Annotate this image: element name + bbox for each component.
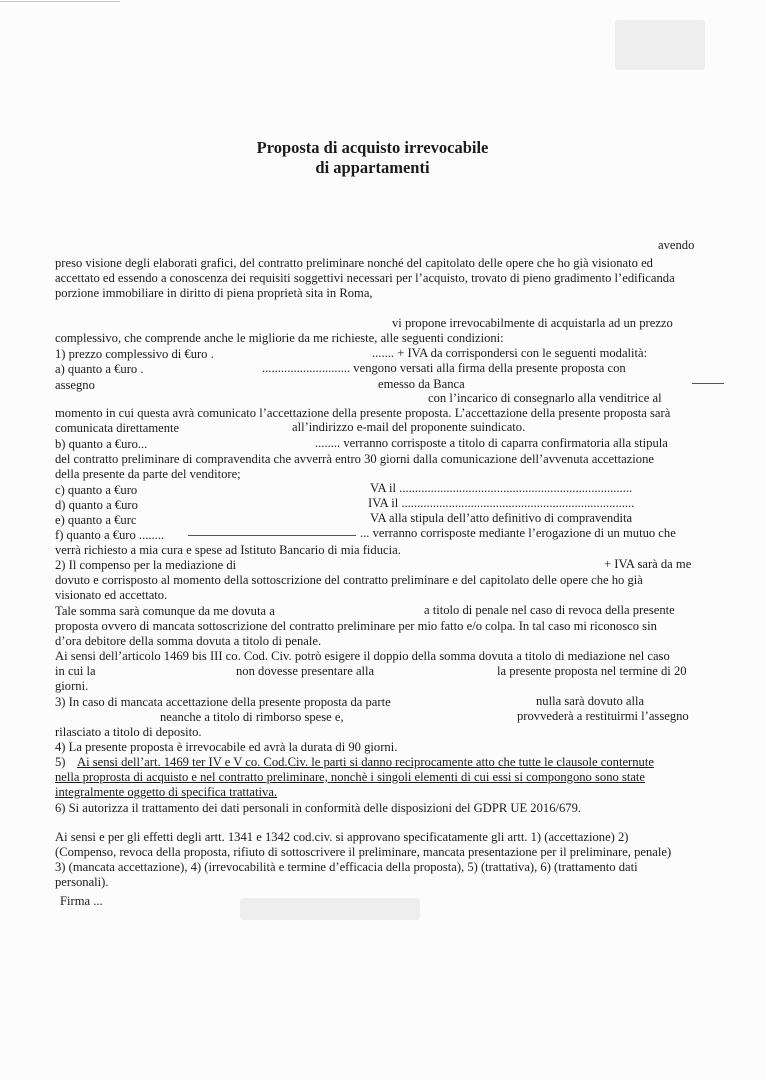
clause-3-label: 3) In caso di mancata accettazione della presente proposta da parte (55, 695, 391, 709)
clause-6-text: 6) Si autorizza il trattamento dei dati personali in conformità delle disposizioni del GDPR UE 2016/679. (55, 801, 582, 815)
paragraph-text: provvederà a restituirmi l’assegno (517, 709, 689, 723)
paragraph-text: la presente proposta nel termine di 20 (497, 664, 687, 678)
paragraph-text: all’indirizzo e-mail del proponente suindicato. (292, 420, 526, 434)
scan-artifact-line (0, 1, 120, 2)
paragraph-text: personali). (55, 875, 109, 889)
paragraph-text: con l’incarico di consegnarlo alla venditrice al (428, 391, 662, 405)
paragraph-text: comunicata direttamente (55, 421, 180, 435)
paragraph-text: emesso da Banca (378, 377, 465, 391)
signature-label: Firma ... (60, 894, 103, 908)
scan-smudge (240, 898, 420, 920)
clause-4-text: 4) La presente proposta è irrevocabile ed avrà la durata di 90 giorni. (55, 740, 398, 754)
clause-5-text: integralmente oggetto di specifica trattativa. (55, 785, 278, 799)
paragraph-text: del contratto preliminare di compravendita che avverrà entro 30 giorni dalla comunicazione dell’avvenuta accettazione (55, 452, 654, 466)
condition-e-label: e) quanto a €urc (55, 513, 137, 527)
paragraph-text: proposta ovvero di mancata sottoscrizione del contratto preliminare per mio fatto e/o colpa. In tal caso mi riconosco sin (55, 619, 657, 633)
clause-3-text: nulla sarà dovuto alla (536, 694, 645, 708)
paragraph-text: a titolo di penale nel caso di revoca della presente (424, 603, 675, 617)
clause-5-text: Ai sensi dell’art. 1469 ter IV e V co. Cod.Civ. le parti si danno reciprocamente atto che tutte le clausole conternute (77, 755, 654, 769)
scan-smudge (615, 20, 705, 70)
paragraph-text: avendo (658, 238, 695, 252)
paragraph-text: non dovesse presentare alla (236, 664, 375, 678)
condition-f-text: ... verranno corrisposte mediante l’erogazione di un mutuo che (360, 526, 676, 540)
clause-5-text: nella proprosta di acquisto e nel contratto preliminare, nonchè i singoli elementi di cui essi si compongono sono state (55, 770, 646, 784)
paragraph-text: accettato ed essendo a conoscenza dei requisiti soggettivi necessari per l’acquisto, trovato di pieno gradimento l’edificanda (55, 271, 675, 285)
blank-field-line (188, 535, 356, 536)
condition-1-text: ....... + IVA da corrispondersi con le seguenti modalità: (372, 346, 648, 360)
paragraph-text: rilasciato a titolo di deposito. (55, 725, 202, 739)
paragraph-text: della presente da parte del venditore; (55, 467, 241, 481)
condition-b-text: ........ verranno corrisposte a titolo di caparra confirmatoria alla stipula (315, 436, 668, 450)
paragraph-text: d’ora debitore della somma dovuta a titolo di penale. (55, 634, 322, 648)
condition-a-text: ............................ vengono versati alla firma della presente proposta con (262, 361, 626, 375)
condition-e-text: VA alla stipula dell’atto definitivo di compravendita (370, 511, 633, 525)
paragraph-text: giorni. (55, 679, 89, 693)
clause-2-text: + IVA sarà da me (604, 557, 692, 571)
paragraph-text: (Compenso, revoca della proposta, rifiuto di sottoscrivere il preliminare, mancata presentazione per il preliminare, penale) (55, 845, 672, 859)
paragraph-text: preso visione degli elaborati grafici, del contratto preliminare nonché del capitolato delle opere che ho già visionato ed (55, 256, 653, 270)
document-title-line-1: Proposta di acquisto irrevocabile (256, 138, 489, 157)
paragraph-text: Tale somma sarà comunque da me dovuta a (55, 604, 275, 618)
paragraph-text: in cui la (55, 664, 96, 678)
condition-b-label: b) quanto a €uro... (55, 437, 148, 451)
paragraph-text: momento in cui questa avrà comunicato l’accettazione della presente proposta. L’accettazione della presente proposta sarà (55, 406, 671, 420)
condition-d-text: IVA il .......................................................................... (368, 496, 635, 510)
condition-f-label: f) quanto a €uro ........ (55, 528, 165, 542)
paragraph-text: neanche a titolo di rimborso spese e, (160, 710, 344, 724)
paragraph-text: Ai sensi dell’articolo 1469 bis III co. Cod. Civ. potrò esigere il doppio della somma dovuta a titolo di mediazione nel caso (55, 649, 670, 663)
clause-2-label: 2) Il compenso per la mediazione di (55, 558, 237, 572)
condition-c-label: c) quanto a €uro (55, 483, 138, 497)
paragraph-text: assegno (55, 378, 95, 392)
condition-a-label: a) quanto a €uro . (55, 362, 144, 376)
condition-1-label: 1) prezzo complessivo di €uro . (55, 347, 214, 361)
blank-field-line (692, 383, 724, 384)
condition-c-text: VA il .......................................................................... (370, 481, 633, 495)
paragraph-text: dovuto e corrisposto al momento della sottoscrizione del contratto preliminare e del capitolato delle opere che ho già (55, 573, 643, 587)
document-title-line-2: di appartamenti (315, 158, 430, 177)
paragraph-text: verrà richiesto a mia cura e spese ad Istituto Bancario di mia fiducia. (55, 543, 401, 557)
paragraph-text: Ai sensi e per gli effetti degli artt. 1341 e 1342 cod.civ. si approvano specificatamente gli artt. 1) (accettazione) 2) (55, 830, 629, 844)
clause-5-label: 5) (55, 755, 66, 769)
paragraph-text: porzione immobiliare in diritto di piena proprietà sita in Roma, (55, 286, 373, 300)
paragraph-text: vi propone irrevocabilmente di acquistarla ad un prezzo (392, 316, 673, 330)
condition-d-label: d) quanto a €uro (55, 498, 138, 512)
paragraph-text: 3) (mancata accettazione), 4) (irrevocabilità e termine d’efficacia della proposta), 5) (trattativa), 6) (trattamento dati (55, 860, 638, 874)
paragraph-text: visionato ed accettato. (55, 588, 168, 602)
paragraph-text: complessivo, che comprende anche le migliorie da me richieste, alle seguenti condizioni: (55, 331, 504, 345)
